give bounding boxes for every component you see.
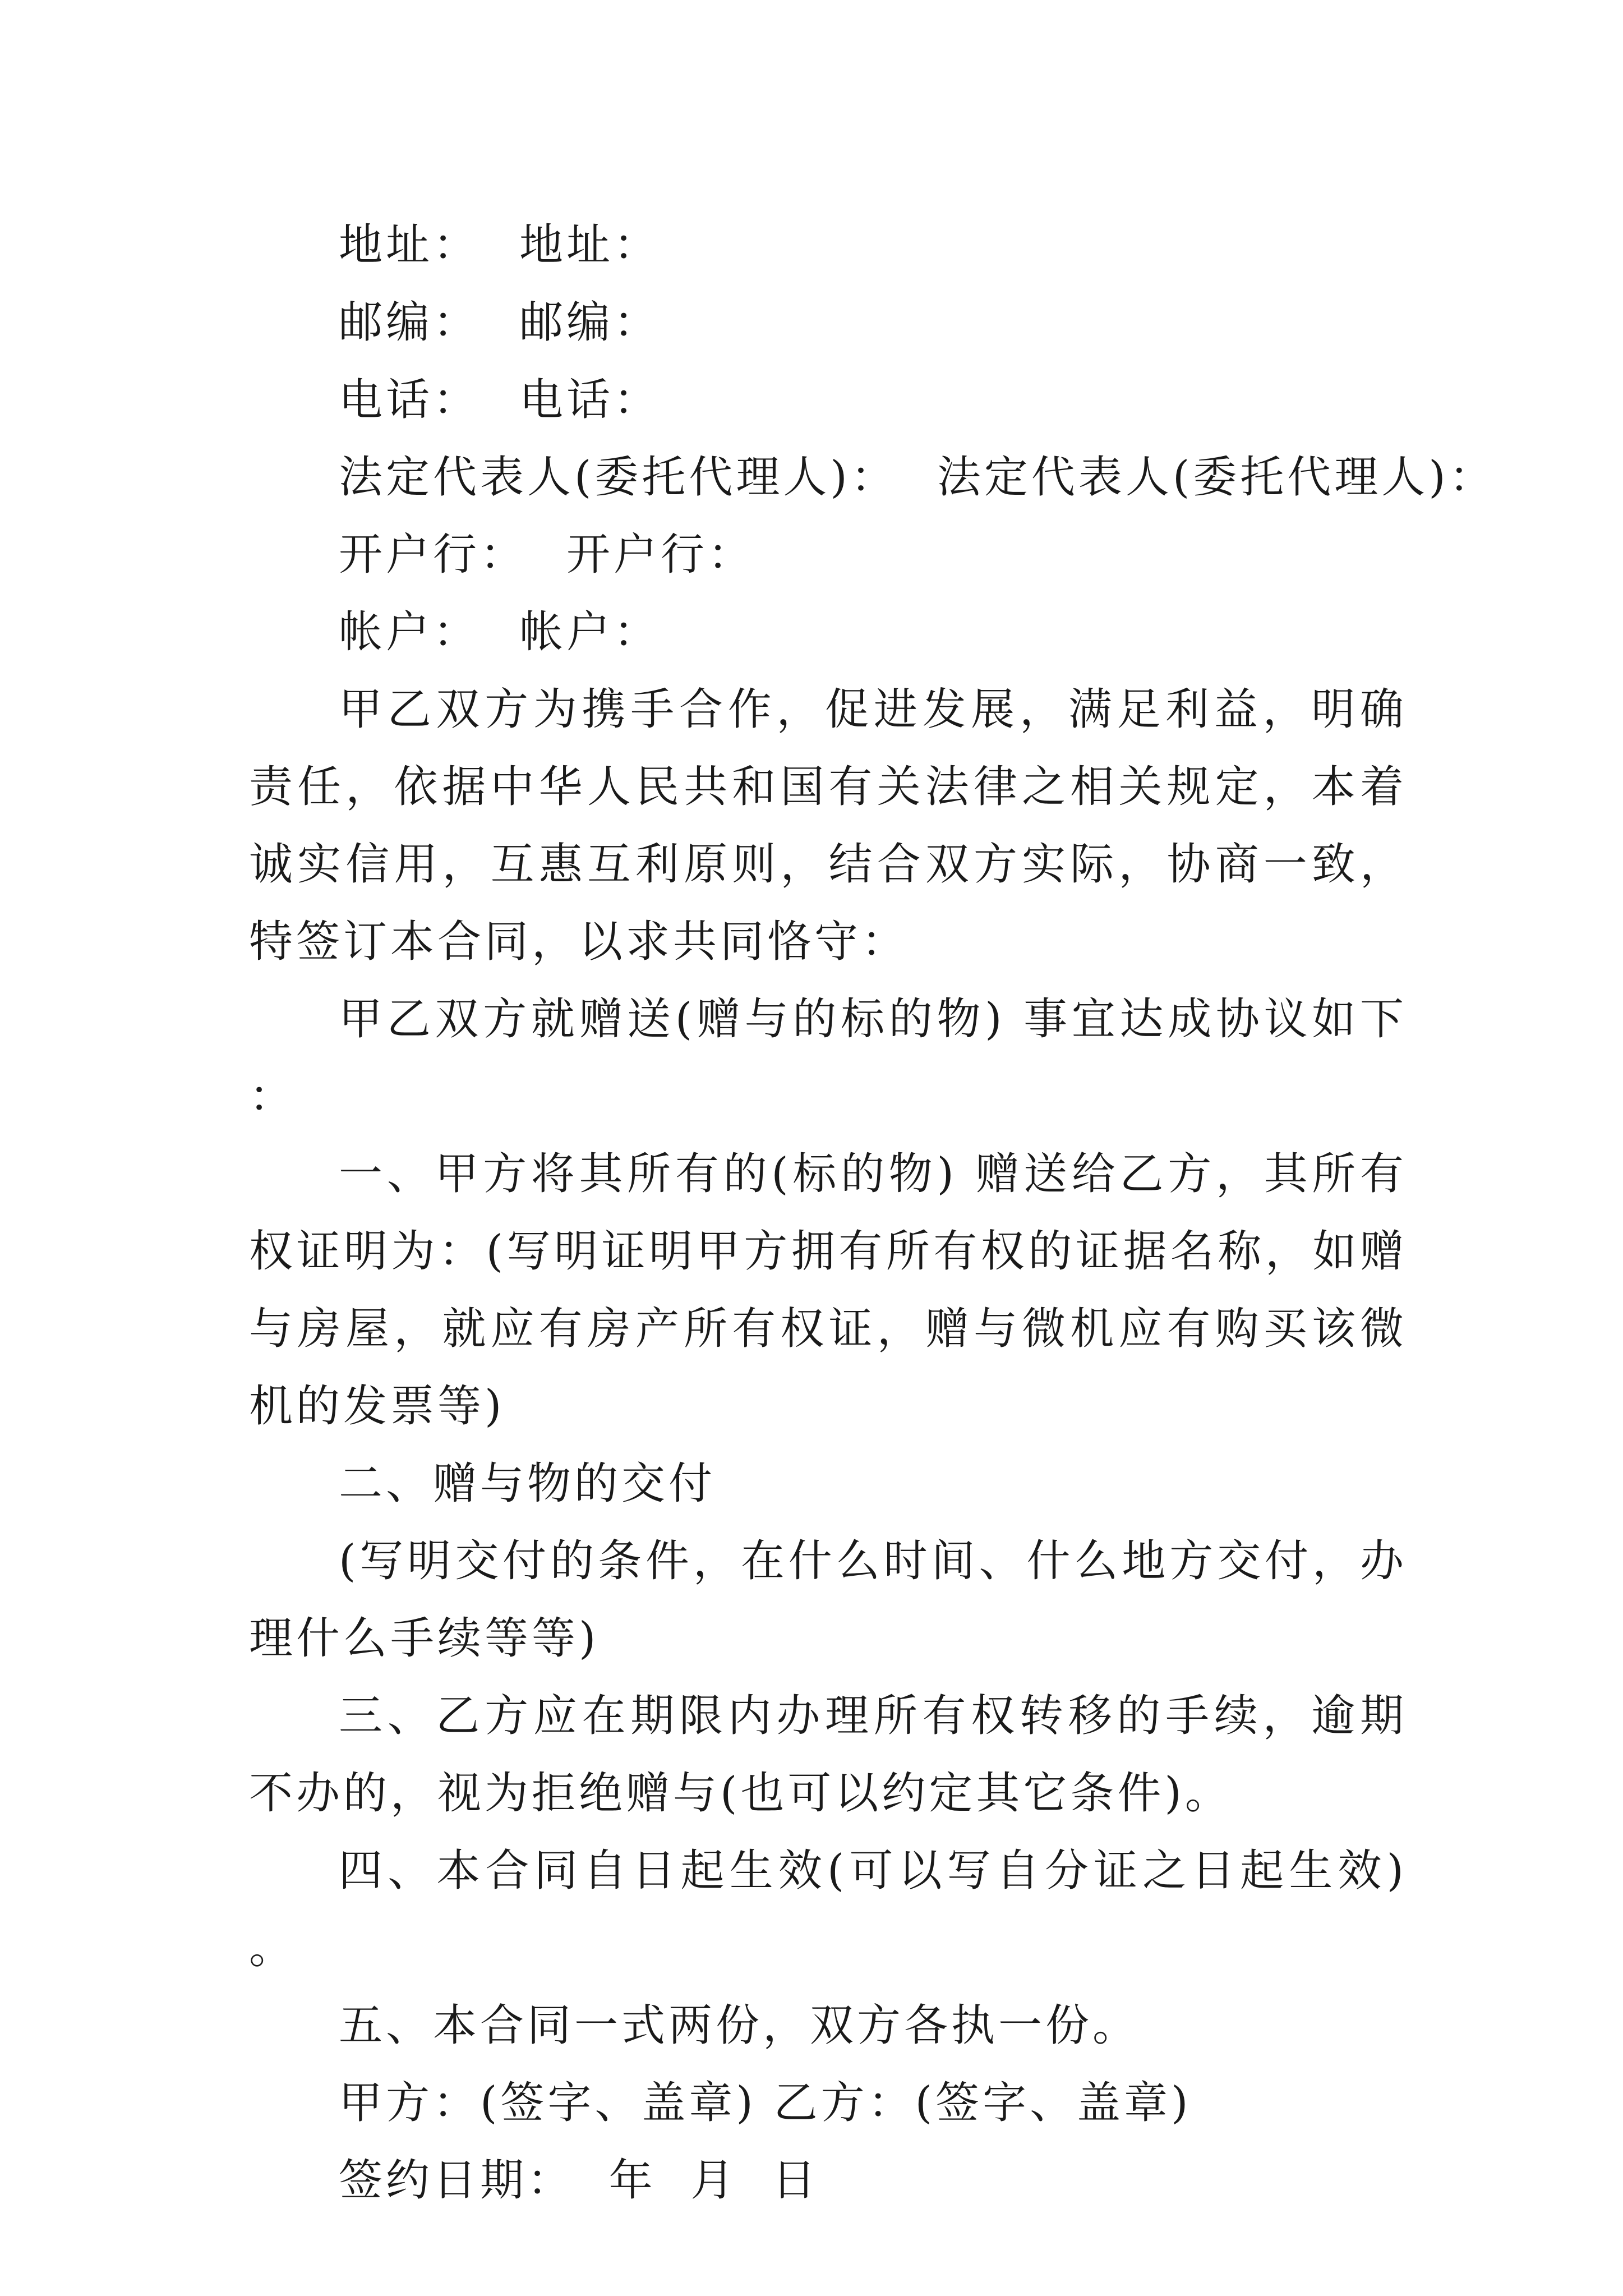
party-b-account-label: 帐户： (519, 607, 661, 657)
preamble-paragraph: 甲乙双方为携手合作，促进发展，满足利益，明确责任，依据中华人民共和国有关法律之相关规定，本着诚实信用，互惠互利原则，结合双方实际，协商一致，特签订本合同，以求共同恪守： (249, 684, 1407, 967)
legal-representative-line (249, 439, 1496, 516)
document-body (249, 206, 1496, 2219)
signing-date-line: 签约日期： 年 月 日 (339, 2155, 819, 2206)
party-a-representative-label: 法定代表人(委托代理人)： (339, 452, 898, 503)
party-a-address-label: 地址： (339, 220, 481, 270)
clause-5-paragraph: 五、本合同一式两份，双方各执一份。 (339, 2000, 1140, 2051)
clause-2-heading: 二、赠与物的交付 (339, 1458, 716, 1509)
postcode-line (249, 284, 1407, 361)
signature-line: 甲方：(签字、盖章) 乙方：(签字、盖章) (339, 2078, 1192, 2128)
party-b-representative-label: 法定代表人(委托代理人)： (937, 452, 1496, 503)
party-b-postcode-label: 邮编： (519, 297, 661, 348)
party-a-account-label: 帐户： (339, 607, 481, 657)
address-line (249, 206, 1407, 284)
party-b-bank-label: 开户行： (566, 530, 755, 580)
agreement-intro-paragraph: 甲乙双方就赠送(赠与的标的物) 事宜达成协议如下： (249, 994, 1407, 1122)
party-b-phone-label: 电话： (519, 375, 661, 425)
phone-line (249, 361, 1407, 439)
clause-4-paragraph: 四、本合同自日起生效(可以写自分证之日起生效)。 (249, 1846, 1407, 1973)
account-line (249, 593, 1407, 671)
clause-1-paragraph: 一、甲方将其所有的(标的物) 赠送给乙方，其所有权证明为：(写明证明甲方拥有所有权的证据名称，如赠与房屋，就应有房产所有权证，赠与微机应有购买该微机的发票等) (249, 1149, 1407, 1432)
bank-line (249, 516, 1407, 593)
party-a-bank-label: 开户行： (339, 530, 528, 580)
party-a-phone-label: 电话： (339, 375, 481, 425)
party-a-postcode-label: 邮编： (339, 297, 481, 348)
party-b-address-label: 地址： (519, 220, 661, 270)
clause-2-paragraph: (写明交付的条件，在什么时间、什么地方交付，办理什么手续等等) (249, 1536, 1407, 1664)
clause-3-paragraph: 三、乙方应在期限内办理所有权转移的手续，逾期不办的，视为拒绝赠与(也可以约定其它条件)。 (249, 1691, 1407, 1819)
